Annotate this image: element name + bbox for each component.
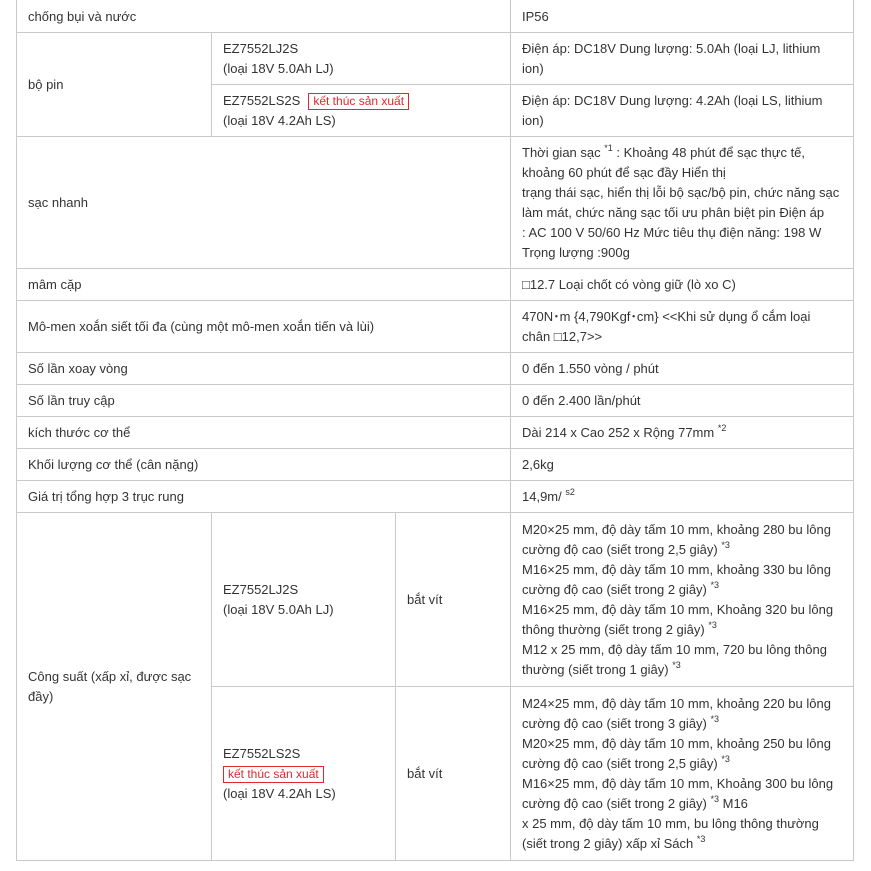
charger-text-3: trạng thái sạc, hiển thị lỗi bộ sạc/bộ pin, chức năng sạc làm mát, chức năng sạc tối ưu phân biệt pin Điện áp: [522, 185, 840, 220]
footnote-1: *1: [604, 143, 613, 153]
battery-b-model-cell: [212, 85, 511, 137]
footnote-3: *3: [708, 620, 717, 630]
size-label: kích thước cơ thể: [17, 417, 511, 449]
spec-table: [16, 0, 854, 861]
row-weight: [17, 449, 854, 481]
row-size: [17, 417, 854, 449]
row-chuck: [17, 269, 854, 301]
capacity-a-line: M16×25 mm, độ dày tấm 10 mm, khoảng 330 bu lông cường độ cao (siết trong 2 giây) $^{*3}$: [522, 562, 831, 597]
row-charger: [17, 137, 854, 269]
footnote-3: *3: [710, 794, 720, 804]
row-rpm: [17, 353, 854, 385]
vibration-value: 14,9m/: [522, 489, 566, 504]
capacity-b-line: x 25 mm, độ dày tấm 10 mm, bu lông thông thường (siết trong 2 giây) xấp xỉ Sách $^{*3}$: [522, 816, 819, 851]
rpm-value: 0 đến 1.550 vòng / phút: [511, 353, 854, 385]
footnote-3: *3: [721, 754, 730, 764]
battery-label: bộ pin: [17, 33, 212, 137]
size-value: Dài 214 x Cao 252 x Rộng 77mm: [522, 425, 718, 440]
battery-a-model: EZ7552LJ2S: [223, 41, 299, 56]
row-dust-water: [17, 0, 854, 33]
row-torque: [17, 301, 854, 353]
charger-text-2: : Khoảng 48 phút để sạc thực tế, khoảng 60 phút để sạc đầy Hiển thị: [522, 145, 806, 180]
weight-value: 2,6kg: [511, 449, 854, 481]
capacity-a-type: (loại 18V 5.0Ah LJ): [223, 602, 334, 617]
capacity-a-line: M20×25 mm, độ dày tấm 10 mm, khoảng 280 bu lông cường độ cao (siết trong 2,5 giây) $^{*3}$: [522, 522, 831, 557]
battery-a-type: (loại 18V 5.0Ah LJ): [223, 61, 334, 76]
capacity-a-operation: bắt vít: [396, 513, 511, 687]
footnote-2: *2: [717, 423, 727, 433]
battery-b-model: EZ7552LS2S: [223, 93, 301, 108]
row-capacity-a: [17, 513, 854, 687]
capacity-b-model: EZ7552LS2S: [223, 746, 301, 761]
row-vibration: [17, 481, 854, 513]
capacity-a-line: M12 x 25 mm, độ dày tấm 10 mm, 720 bu lông thông thường (siết trong 1 giây) $^{*3}$: [522, 642, 827, 677]
impact-label: Số lần truy cập: [17, 385, 511, 417]
battery-b-value: Điện áp: DC18V Dung lượng: 4.2Ah (loại LS, lithium ion): [511, 85, 854, 137]
battery-a-value: Điện áp: DC18V Dung lượng: 5.0Ah (loại LJ, lithium ion): [511, 33, 854, 85]
capacity-b-line: M16×25 mm, độ dày tấm 10 mm, Khoảng 300 bu lông cường độ cao (siết trong 2 giây) $^{*3}$ M16: [522, 776, 834, 811]
capacity-a-model: EZ7552LJ2S: [223, 582, 299, 597]
charger-text-4: : AC 100 V 50/60 Hz Mức tiêu thụ điện năng: 198 W: [522, 225, 822, 240]
rpm-label: Số lần xoay vòng: [17, 353, 511, 385]
capacity-a-model-cell: [212, 513, 396, 687]
capacity-b-operation: bắt vít: [396, 687, 511, 861]
dust-value: IP56: [511, 0, 854, 33]
chuck-label: mâm cặp: [17, 269, 511, 301]
row-battery-a: [17, 33, 854, 85]
capacity-b-model-cell: [212, 687, 396, 861]
footnote-3: *3: [710, 580, 720, 590]
charger-value: [511, 137, 854, 269]
capacity-label: Công suất (xấp xỉ, được sạc đầy): [17, 513, 212, 861]
impact-value: 0 đến 2.400 lần/phút: [511, 385, 854, 417]
chuck-value: □12.7 Loại chốt có vòng giữ (lò xo C): [511, 269, 854, 301]
capacity-b-type: (loại 18V 4.2Ah LS): [223, 786, 336, 801]
discontinued-badge: kết thúc sản xuất: [308, 93, 409, 110]
charger-label: sạc nhanh: [17, 137, 511, 269]
capacity-a-line: M16×25 mm, độ dày tấm 10 mm, Khoảng 320 bu lông thông thường (siết trong 2 giây) $^{*3}$: [522, 602, 834, 637]
charger-text-1: Thời gian sạc: [522, 145, 605, 160]
footnote-3: *3: [672, 660, 681, 670]
battery-b-type: (loại 18V 4.2Ah LS): [223, 113, 336, 128]
capacity-a-value: [511, 513, 854, 687]
capacity-b-value: [511, 687, 854, 861]
footnote-3: *3: [721, 540, 730, 550]
torque-value: 470N･m {4,790Kgf･cm} <<Khi sử dụng ổ cắm loại chân □12,7>>: [511, 301, 854, 353]
capacity-b-line: M20×25 mm, độ dày tấm 10 mm, khoảng 250 bu lông cường độ cao (siết trong 2,5 giây) $^{*3}$: [522, 736, 831, 771]
torque-label: Mô-men xoắn siết tối đa (cùng một mô-men xoắn tiến và lùi): [17, 301, 511, 353]
size-value-cell: [511, 417, 854, 449]
footnote-3: *3: [696, 834, 706, 844]
capacity-b-line: M24×25 mm, độ dày tấm 10 mm, khoảng 220 bu lông cường độ cao (siết trong 3 giây) $^{*3}$: [522, 696, 831, 731]
charger-text-5: Trọng lượng :900g: [522, 245, 630, 260]
vibration-value-cell: [511, 481, 854, 513]
dust-label: chống bụi và nước: [17, 0, 511, 33]
row-impact: [17, 385, 854, 417]
vibration-unit-sup: s2: [565, 487, 575, 497]
footnote-3: *3: [710, 714, 720, 724]
battery-a-model-cell: [212, 33, 511, 85]
discontinued-badge: kết thúc sản xuất: [223, 766, 324, 783]
weight-label: Khối lượng cơ thể (cân nặng): [17, 449, 511, 481]
vibration-label: Giá trị tổng hợp 3 trục rung: [17, 481, 511, 513]
